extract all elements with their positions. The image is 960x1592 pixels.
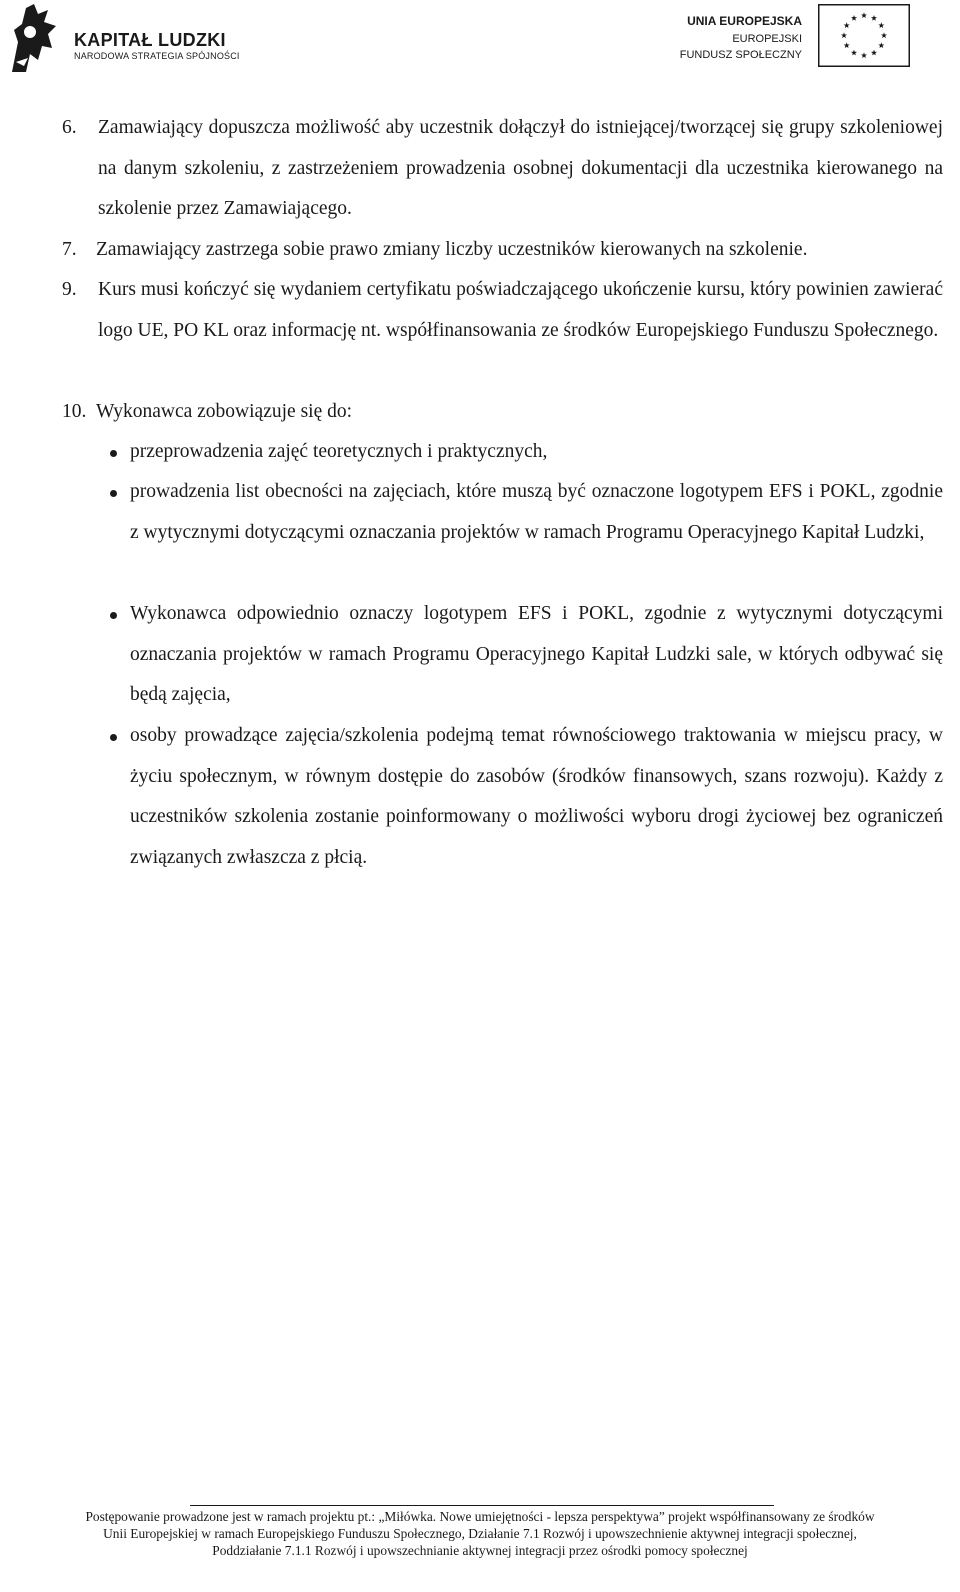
page-header	[0, 0, 960, 80]
item-10-text: Wykonawca zobowiązuje się do:	[96, 401, 353, 422]
eu-union-label: UNIA EUROPEJSKA	[687, 14, 802, 28]
kapital-ludzki-subtitle: NARODOWA STRATEGIA SPÓJNOŚCI	[74, 51, 240, 61]
item-7-text: Zamawiający zastrzega sobie prawo zmiany liczby uczestników kierowanych na szkolenie.	[96, 239, 808, 260]
bullet-dot	[110, 490, 117, 497]
bullet-item-4: osoby prowadzące zajęcia/szkolenia podejmą temat równościowego traktowania w miejscu pracy, w życiu społecznym, w równym dostępie do zasobów (środków finansowych, szans rozwoju). Każdy z uczestników szkolenia zostanie poinformowany o możliwości wyboru drogi życiowej bez ograniczeń związanych zwłaszcza z płcią.	[130, 725, 943, 868]
bullet-item-2: prowadzenia list obecności na zajęciach, które muszą być oznaczone logotypem EFS i POKL, zgodnie z wytycznymi dotyczącymi oznaczania projektów w ramach Programu Operacyjnego Kapitał Ludzki,	[130, 481, 943, 543]
item-number-9: 9.	[62, 279, 77, 300]
footer-divider	[190, 1505, 774, 1506]
kapital-ludzki-logo	[8, 2, 238, 74]
item-number-10: 10.	[62, 401, 87, 422]
item-9-text: Kurs musi kończyć się wydaniem certyfikatu poświadczającego ukończenie kursu, który powinien zawierać logo UE, PO KL oraz informację nt. współfinansowania ze środków Europejskiego Funduszu Społecznego.	[98, 279, 943, 341]
footer-line-1: Postępowanie prowadzone jest w ramach projektu pt.: „Miłówka. Nowe umiejętności - lepsza perspektywa” projekt współfinansowany ze środków	[85, 1509, 875, 1524]
item-6-text	[98, 108, 943, 230]
kapital-ludzki-title: KAPITAŁ LUDZKI	[74, 30, 226, 50]
footer-line-3: Poddziałanie 7.1.1 Rozwój i upowszechnianie aktywnej integracji przez ośrodki pomocy społecznej	[212, 1543, 748, 1558]
bullet-dot	[110, 734, 117, 741]
bullet-item-3: Wykonawca odpowiednio oznaczy logotypem EFS i POKL, zgodnie z wytycznymi dotyczącymi oznaczania projektów w ramach Programu Operacyjnego Kapitał Ludzki sale, w których odbywać się będą zajęcia,	[130, 603, 943, 705]
kapital-ludzki-emblem-icon	[8, 2, 64, 74]
eu-flag-icon	[818, 4, 910, 67]
eu-text-line3: FUNDUSZ SPOŁECZNY	[679, 49, 802, 61]
item-6-line1: Zamawiający dopuszcza możliwość aby uczestnik dołączył do istniejącej/tworzącej się grupy szkoleniowej na danym szkoleniu, z zastrzeżeniem prowadzenia osobnej dokumentacji dla uczestnika kierowanego na szkolenie przez Zamawiającego.	[98, 117, 943, 219]
eu-text-line2: EUROPEJSKI	[732, 33, 802, 45]
footer-line-2: Unii Europejskiej w ramach Europejskiego Funduszu Społecznego, Działanie 7.1 Rozwój i upowszechnienie aktywnej integracji społecznej,	[103, 1526, 857, 1541]
item-number-6: 6.	[62, 117, 77, 138]
page-footer	[20, 1508, 940, 1559]
bullet-dot	[110, 612, 117, 619]
eu-text-line1	[687, 14, 802, 30]
bullet-item-1: przeprowadzenia zajęć teoretycznych i praktycznych,	[130, 441, 548, 462]
item-number-7: 7.	[62, 239, 77, 260]
bullet-dot	[110, 450, 117, 457]
